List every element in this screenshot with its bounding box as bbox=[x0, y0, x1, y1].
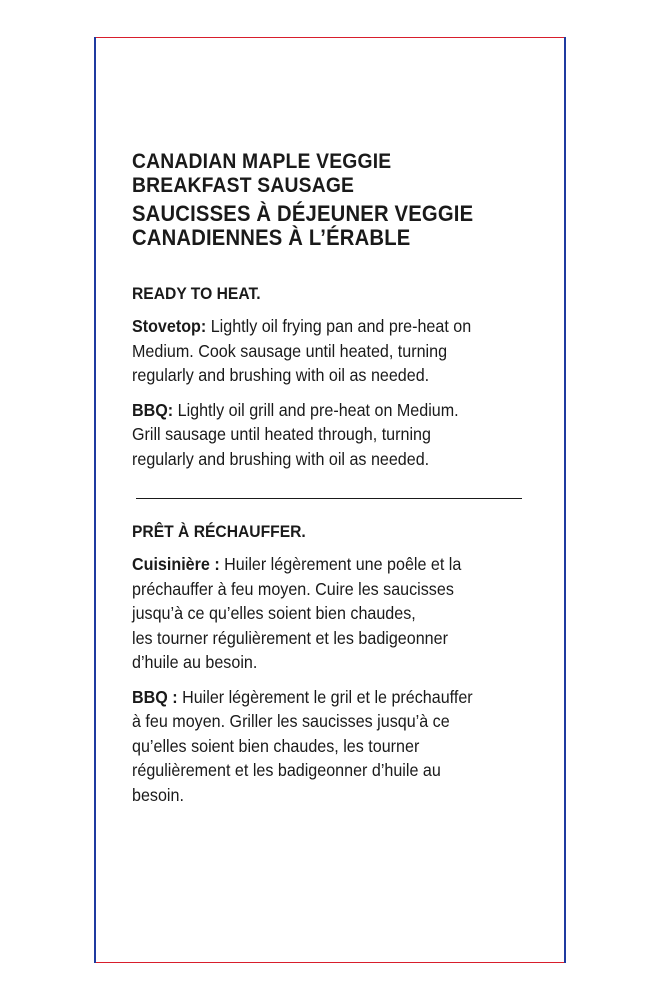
bbq-label-french: BBQ : bbox=[132, 686, 178, 707]
title-english bbox=[132, 150, 500, 198]
bbq-instructions-french bbox=[132, 685, 509, 808]
cuisiniere-line-2: préchauffer à feu moyen. Cuire les saucisses bbox=[132, 578, 454, 599]
french-content bbox=[132, 522, 509, 807]
bbq-fr-line-3: qu’elles soient bien chaudes, les tourner bbox=[132, 735, 420, 756]
bbq-en-line-1: Lightly oil grill and pre-heat on Medium. bbox=[173, 399, 459, 420]
cuisiniere-line-1: Huiler légèrement une poêle et la bbox=[219, 554, 462, 574]
stovetop-line-3: regularly and brushing with oil as needed. bbox=[132, 365, 430, 385]
title-french-line-2: CANADIENNES À L’ÉRABLE bbox=[132, 225, 411, 250]
frame-top-edge bbox=[96, 37, 564, 38]
bbq-en-line-3: regularly and brushing with oil as needed. bbox=[132, 448, 430, 469]
cuisiniere-label: Cuisinière : bbox=[132, 554, 220, 574]
title-english-line-1: CANADIAN MAPLE VEGGIE bbox=[132, 150, 392, 173]
english-content bbox=[132, 150, 500, 471]
cuisiniere-line-3: jusqu’à ce qu’elles soient bien chaudes, bbox=[132, 603, 416, 623]
stovetop-line-2: Medium. Cook sausage until heated, turning bbox=[132, 340, 448, 361]
frame-bottom-edge bbox=[96, 962, 564, 963]
heading-ready-to-heat: READY TO HEAT. bbox=[132, 284, 261, 303]
bbq-label-english: BBQ: bbox=[132, 399, 174, 420]
bbq-fr-line-5: besoin. bbox=[132, 784, 184, 805]
title-english-line-2: BREAKFAST SAUSAGE bbox=[132, 174, 355, 197]
bbq-instructions-english bbox=[132, 398, 500, 472]
bbq-fr-line-2: à feu moyen. Griller les saucisses jusqu’à ce bbox=[132, 711, 450, 731]
stovetop-line-1: Lightly oil frying pan and pre-heat on bbox=[206, 316, 472, 336]
cuisiniere-instructions bbox=[132, 552, 509, 675]
bbq-fr-line-1: Huiler légèrement le gril et le préchauffer bbox=[177, 686, 473, 707]
section-divider bbox=[136, 498, 522, 499]
stovetop-instructions bbox=[132, 314, 500, 388]
title-french bbox=[132, 202, 500, 250]
cuisiniere-line-5: d’huile au besoin. bbox=[132, 652, 258, 672]
cuisiniere-line-4: les tourner régulièrement et les badigeonner bbox=[132, 627, 448, 648]
title-french-line-1: SAUCISSES À DÉJEUNER VEGGIE bbox=[132, 201, 474, 226]
bbq-fr-line-4: régulièrement et les badigeonner d’huile au bbox=[132, 760, 441, 780]
heading-pret-a-rechauffer: PRÊT À RÉCHAUFFER. bbox=[132, 522, 306, 541]
stovetop-label: Stovetop: bbox=[132, 316, 207, 336]
bbq-en-line-2: Grill sausage until heated through, turning bbox=[132, 424, 431, 444]
